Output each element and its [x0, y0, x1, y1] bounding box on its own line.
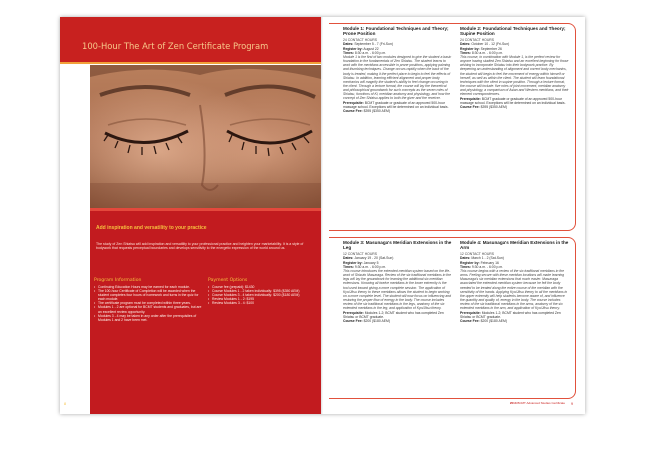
program-information-list — [94, 285, 202, 322]
list-item: • Modules 3 - 4 may be taken in any order after the prerequisites of Modules 1 and 2 have been met. — [94, 314, 202, 322]
module-dates: Dates: January 19 - 20 (Sat-Sun) — [343, 256, 394, 261]
list-item: • Continuing Education Hours may be earned for each module. — [94, 285, 202, 289]
module-dates: Dates: September 5 - 7 (Fri-Sun) — [343, 42, 393, 47]
program-information-heading: Program Information — [94, 278, 142, 283]
module-prerequisite: Prerequisite: BCMT graduate or graduate of an approved 500-hour massage school. Exceptions will be determined on an individual basis. — [460, 96, 566, 105]
page-number-left: 8 — [64, 402, 66, 406]
page-number-right: 9 — [571, 402, 573, 406]
module-fee: Course Fee: $200 ($180 AEM) — [343, 318, 390, 323]
module-times: Times: 9:30 a.m. - 6:00 p.m. — [460, 264, 504, 269]
module-title: Module 4: Masunaga's Meridian Extensions in the Arm — [460, 240, 569, 251]
module-description: This course begins with a review of the six traditional meridians in the arms. Feeling secure with these meridian locations will make learning Masunaga's six meridian extensions that much easier. Masunaga associated the extended meridian system because he felt the body needed to be treated along the entire course of the meridian with the sensitivity of the hands. Applying Kyo/Jitsu theory to all the meridians in the upper extremity will help students become aware of, and influence the quantity and quality of, energy in the body. The course includes review of the six traditional meridians in the arms, anatomy of the six extended meridians in the arm, and application of Kyo/Jitsu theory. — [460, 269, 568, 311]
module-times: Times: 8:30 a.m. - 6:00 p.m. — [343, 50, 387, 55]
module-hours: 12 CONTACT HOURS — [460, 251, 494, 256]
module-register-by: Register by: February 16 — [460, 260, 499, 265]
payment-options — [208, 278, 316, 305]
module-register-by: Register by: January 5 — [343, 260, 379, 265]
module-register-by: Register by: August 22 — [343, 46, 379, 51]
right-page — [323, 17, 585, 414]
module-title: Module 3: Masunaga's Meridian Extensions in the Leg — [343, 240, 452, 251]
module-register-by: Register by: September 26 — [460, 46, 502, 51]
module-prerequisite: Prerequisite: Modules 1-2; BCMT student who has completed Zen Shiatsu or BCMT graduate. — [343, 310, 444, 319]
module-prerequisite: Prerequisite: BCMT graduate or graduate of an approved 500-hour massage school. Exceptions will be determined on an individual basis. — [343, 100, 449, 109]
module-fee: Course Fee: $395 ($350 AEM) — [343, 108, 390, 113]
module-title: Module 1: Foundational Techniques and Theory; Prone Position — [343, 26, 449, 37]
page-footer: 2013 BCMT Advanced Studies Certificate — [509, 401, 565, 405]
module-dates: Dates: October 10 - 12 (Fri-Sun) — [460, 42, 510, 47]
list-item: • Review Modules 3 - 4: $100 — [208, 301, 316, 305]
intro-paragraph: The study of Zen Shiatsu will add inspiration and versatility to your professional practice and heighten your marketability. It is a style of bodywork that requests perceptual boundaries and develops sensitivity to the energetic expression of the world around us. — [96, 242, 304, 251]
left-page — [60, 17, 321, 414]
payment-options-heading: Payment Options — [208, 278, 248, 283]
lead-heading: Add inspiration and versatility to your practice — [96, 225, 207, 231]
module-4 — [460, 240, 570, 323]
payment-options-list — [208, 285, 316, 305]
module-times: Times: 9:30 a.m. - 6:00 p.m. — [343, 264, 387, 269]
module-times: Times: 8:30 a.m. - 6:00 p.m. — [460, 50, 504, 55]
module-title: Module 2: Foundational Techniques and Theory; Supine Position — [460, 26, 566, 37]
module-description: This course introduces the extended meridian system based on the life-work of Shizuto Masunaga. Review of the six traditional meridians in the legs will lay the groundwork for learning the additional six meridian extensions. Knowing all twelve meridians in the lower extremity is the tool used toward giving a more complete session. The application of Kyo/Jitsu theory to these meridians allows the student to begin working on a more complete level. The student will now focus on influencing and restoring the proper flow of energy in the body. The course includes review of the six traditional meridians in the legs, anatomy of the six extended meridians in the leg, and application of Kyo/Jitsu theory. — [343, 269, 451, 311]
brochure-spread — [60, 17, 585, 414]
module-dates: Dates: March 1 - 2 (Sat-Sun) — [460, 256, 504, 261]
module-fee: Course Fee: $200 ($180 AEM) — [460, 318, 507, 323]
module-fee: Course Fee: $395 ($350 AEM) — [460, 104, 507, 109]
page-title: 100-Hour The Art of Zen Certificate Program — [82, 41, 269, 51]
list-item: • Course Modules 3 - 4 taken individually: $200 ($180 AEM) — [208, 293, 316, 297]
module-prerequisite: Prerequisite: Modules 1-2; BCMT student who has completed Zen Shiatsu or BCMT graduate. — [460, 310, 561, 319]
list-item: • The 100-hour Certificate of Completion will be awarded when the student completes four hours of homework and turns in the quiz for each module. — [94, 289, 202, 301]
list-item: • The certificate program must be completed within three years. — [94, 301, 202, 305]
module-description: This course, in combination with Module 1, is the perfect review for anyone having studied Zen Shiatsu and an excellent beginning for those wishing to incorporate Shiatsu into their bodywork practice. By deepening an understanding of alignment and correct body mechanics, the student will begin to feel the movement of energy within himself or herself, as well as within the client. The student will learn foundational techniques with the client in supine position. Through a lecture format, the course will include: five roles of joint movement, meridian anatomy and physiology, a comparison of Asian and Western meridians, and their element correspondences. — [460, 55, 569, 97]
list-item: • Course Modules 1 - 2 taken individually: $395 ($350 AEM) — [208, 289, 316, 293]
list-item: • Course fee (prepaid): $1430 — [208, 285, 316, 289]
module-description: Module 1 is the first of two modules designed to give the student a basic foundation in the fundamentals of Zen Shiatsu. The student learns to work with the meridians accessible in prone positions, applying palming and thumbing techniques. Change occurs rapidly when the back of the body is treated, making it the perfect place to begin to feel the effects of Shiatsu. In addition, learning efficient alignment and proper body mechanics will magnify the student's ability to feel change occurring in the client. Through a lecture format, the course will lay the theoretical and philosophical groundwork for such concepts as the seven roles of Shiatsu, functions of Ki, meridian anatomy and physiology, and how the concept of Zen Shiatsu applies to both the giver and the receiver. — [343, 55, 452, 101]
list-item: • Modules 1 - 2 are optional for BCMT students and graduates, but are an excellent review opportunity. — [94, 305, 202, 313]
module-hours: 24 CONTACT HOURS — [460, 37, 494, 42]
module-1 — [343, 26, 453, 113]
header-band — [60, 17, 321, 64]
program-panel — [90, 208, 321, 414]
closed-eyes-photo — [90, 65, 321, 208]
module-2 — [460, 26, 570, 109]
module-hours: 12 CONTACT HOURS — [343, 251, 377, 256]
module-3 — [343, 240, 453, 323]
program-information — [94, 278, 202, 322]
module-hours: 24 CONTACT HOURS — [343, 37, 377, 42]
list-item: • Review Modules 1 - 2: $195 — [208, 297, 316, 301]
